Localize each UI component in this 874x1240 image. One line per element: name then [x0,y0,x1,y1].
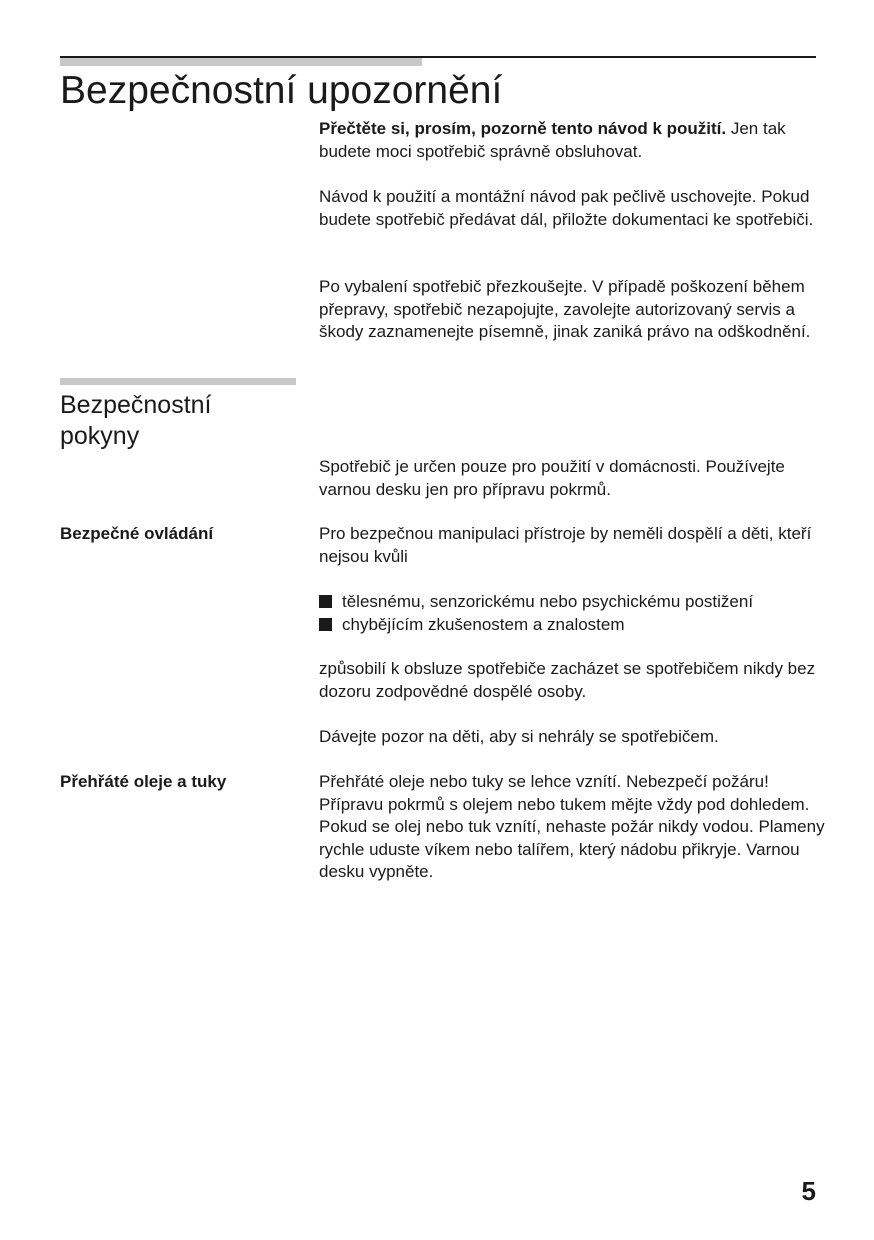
header-rule-grey [60,58,422,66]
square-bullet-icon [319,595,332,608]
safe-operation-paragraph-2: způsobilí k obsluze spotřebiče zacházet se spotřebičem nikdy bez dozoru zodpovědné dospělé osoby. [319,659,816,701]
safe-operation-label: Bezpečné ovládání [60,524,214,543]
square-bullet-icon [319,618,332,631]
list-item: chybějícím zkušenostem a znalostem [319,614,834,637]
oils-paragraph-1: Přehřáté oleje nebo tuky se lehce vznítí. Nebezpečí požáru! Přípravu pokrmů s olejem nebo tukem mějte vždy pod dohledem. Pokud se olej nebo tuk vznítí, nehaste požár nikdy vodou. Plameny rychle uduste víkem nebo talířem, který nádobu přikryje. Varnou desku vypněte. [319,772,825,881]
intro-paragraph-1-bold: Přečtěte si, prosím, pozorně tento návod k použití. [319,119,727,138]
section-paragraph-1: Spotřebič je určen pouze pro použití v domácnosti. Používejte varnou desku jen pro přípravu pokrmů. [319,457,785,499]
section-rule-grey [60,378,296,385]
section-title: Bezpečnostní pokyny [60,391,212,450]
page-number: 5 [801,1176,816,1206]
page-title: Bezpečnostní upozornění [60,69,503,112]
header-rule-dark [422,56,816,58]
safe-operation-bullet-list [319,591,834,636]
intro-paragraph-1 [319,118,834,163]
intro-paragraph-3: Po vybalení spotřebič přezkoušejte. V případě poškození během přepravy, spotřebič nezapojujte, zavolejte autorizovaný servis a škody zaznamenejte písemně, jinak zaniká právo na odškodnění. [319,277,811,341]
safe-operation-paragraph-3: Dávejte pozor na děti, aby si nehrály se spotřebičem. [319,727,719,746]
intro-paragraph-2: Návod k použití a montážní návod pak pečlivě uschovejte. Pokud budete spotřebič předávat dál, přiložte dokumentaci ke spotřebiči. [319,187,814,229]
list-item: tělesnému, senzorickému nebo psychickému postižení [319,591,834,614]
safe-operation-paragraph-1: Pro bezpečnou manipulaci přístroje by neměli dospělí a děti, kteří nejsou kvůli [319,524,812,566]
oils-label: Přehřáté oleje a tuky [60,772,227,791]
intro-paragraph-1-rest: Jen tak budete moci spotřebič správně obsluhovat. [319,119,786,161]
